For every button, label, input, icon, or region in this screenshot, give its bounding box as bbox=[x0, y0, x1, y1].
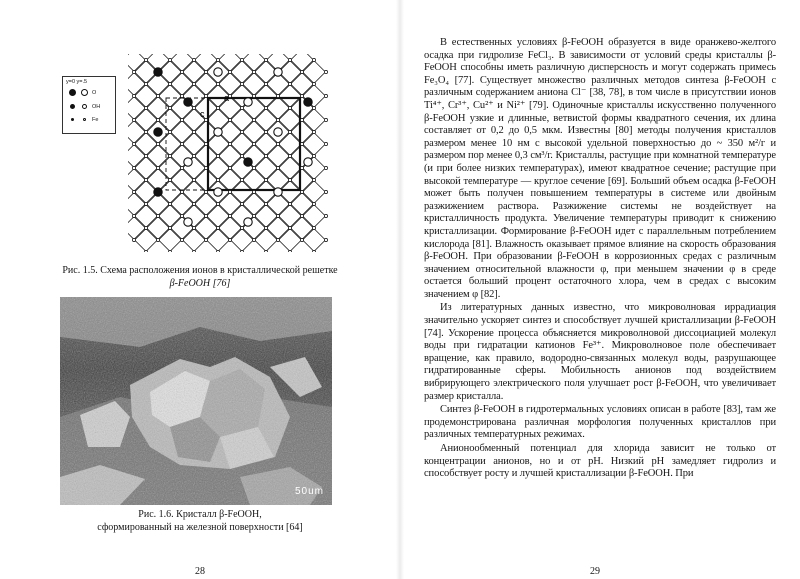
oxygen-ion bbox=[144, 178, 147, 181]
oxygen-ion bbox=[216, 154, 219, 157]
legend-marker-medium-open bbox=[82, 104, 87, 109]
octahedron bbox=[183, 61, 206, 84]
oxygen-ion bbox=[264, 130, 267, 133]
octahedron bbox=[135, 205, 158, 228]
oxygen-ion bbox=[276, 238, 279, 241]
oxygen-ion bbox=[192, 82, 195, 85]
chloride-ion-filled bbox=[154, 128, 162, 136]
octahedron bbox=[255, 229, 278, 252]
legend-marker-small-open bbox=[83, 118, 86, 121]
oxygen-ion bbox=[312, 250, 315, 252]
legend-marker-large-filled bbox=[69, 89, 76, 96]
octahedron bbox=[303, 205, 326, 228]
octahedron bbox=[303, 61, 326, 84]
figure-legend bbox=[62, 76, 116, 134]
octahedron bbox=[195, 169, 218, 192]
oxygen-ion bbox=[228, 142, 231, 145]
octahedron bbox=[255, 205, 278, 228]
figure-1-5-caption-line1: Рис. 1.5. Схема расположения ионов в кристаллической решетке bbox=[62, 265, 338, 276]
crystal-micrograph bbox=[60, 297, 332, 505]
oxygen-ion bbox=[228, 70, 231, 73]
oxygen-ion bbox=[228, 190, 231, 193]
octahedron bbox=[183, 229, 206, 252]
octahedron bbox=[135, 157, 158, 180]
octahedron bbox=[255, 109, 278, 132]
chloride-ion-filled bbox=[304, 98, 312, 106]
oxygen-ion bbox=[264, 202, 267, 205]
octahedron bbox=[183, 181, 206, 204]
oxygen-ion bbox=[288, 250, 291, 252]
oxygen-ion bbox=[180, 166, 183, 169]
oxygen-ion bbox=[132, 142, 135, 145]
oxygen-ion bbox=[180, 214, 183, 217]
octahedron bbox=[291, 54, 314, 71]
oxygen-ion bbox=[156, 238, 159, 241]
oxygen-ion bbox=[288, 58, 291, 61]
chloride-ion-open bbox=[214, 68, 222, 76]
chloride-ion-open bbox=[274, 128, 282, 136]
octahedron bbox=[128, 169, 145, 192]
oxygen-ion bbox=[156, 94, 159, 97]
oxygen-ion bbox=[324, 70, 327, 73]
oxygen-ion bbox=[132, 166, 135, 169]
paragraph: Синтез β-FeOOH в гидротермальных условиях описан в работе [83], там же продемонстрирована различная морфология полученных кристаллов при различных температурных режимах. bbox=[424, 404, 776, 441]
oxygen-ion bbox=[264, 58, 267, 61]
oxygen-ion bbox=[240, 58, 243, 61]
octahedron bbox=[195, 217, 218, 240]
octahedron bbox=[135, 229, 158, 252]
octahedron bbox=[291, 193, 314, 216]
octahedron bbox=[279, 157, 302, 180]
octahedron bbox=[195, 97, 218, 120]
paragraph: Из литературных данных известно, что микроволновая иррадиация значительно ускоряет синтез и способствует лучшей кристаллизации β-FeOOH [74]. Ускорение процесса объясняется микроволновой диссоциацией молекул воды при гидратации катионов Fe³⁺. Микроволновое поле обеспечивает вращение, как правило, водородно-связанных молекул воды, разрушающее гидратированные сферы. Мобильность анионов под воздействием вибрирующего электрического поля улучшает рост β-FeOOH, что увеличивает размер кристалла. bbox=[424, 302, 776, 402]
oxygen-ion bbox=[312, 106, 315, 109]
octahedron bbox=[243, 169, 266, 192]
octahedron bbox=[267, 97, 290, 120]
oxygen-ion bbox=[228, 166, 231, 169]
oxygen-ion bbox=[252, 214, 255, 217]
octahedron bbox=[231, 133, 254, 156]
oxygen-ion bbox=[312, 226, 315, 229]
octahedron bbox=[207, 229, 230, 252]
octahedron bbox=[183, 133, 206, 156]
octahedron bbox=[128, 97, 145, 120]
chloride-ion-open bbox=[214, 188, 222, 196]
oxygen-ion bbox=[132, 70, 135, 73]
body-text bbox=[424, 37, 776, 482]
chloride-ion-open bbox=[184, 158, 192, 166]
oxygen-ion bbox=[240, 130, 243, 133]
oxygen-ion bbox=[240, 226, 243, 229]
octahedron bbox=[303, 181, 326, 204]
octahedron bbox=[128, 193, 145, 216]
legend-label-fe: Fe bbox=[92, 117, 99, 123]
axis-a-label: a bbox=[224, 93, 230, 103]
octahedron bbox=[231, 229, 254, 252]
octahedron bbox=[243, 73, 266, 96]
oxygen-ion bbox=[264, 154, 267, 157]
octahedron bbox=[135, 109, 158, 132]
octahedron bbox=[135, 133, 158, 156]
oxygen-ion bbox=[288, 154, 291, 157]
octahedron bbox=[207, 205, 230, 228]
chloride-ion-filled bbox=[244, 158, 252, 166]
oxygen-ion bbox=[228, 214, 231, 217]
oxygen-ion bbox=[204, 70, 207, 73]
chloride-ion-open bbox=[244, 218, 252, 226]
oxygen-ion bbox=[324, 166, 327, 169]
octahedron bbox=[128, 121, 145, 144]
octahedron bbox=[279, 109, 302, 132]
oxygen-ion bbox=[216, 226, 219, 229]
octahedron bbox=[159, 109, 182, 132]
oxygen-ion bbox=[180, 70, 183, 73]
oxygen-ion bbox=[180, 94, 183, 97]
octahedron bbox=[255, 133, 278, 156]
oxygen-ion bbox=[192, 202, 195, 205]
oxygen-ion bbox=[228, 238, 231, 241]
oxygen-ion bbox=[168, 250, 171, 252]
oxygen-ion bbox=[312, 178, 315, 181]
oxygen-ion bbox=[252, 190, 255, 193]
octahedron bbox=[171, 121, 194, 144]
octahedron bbox=[195, 145, 218, 168]
oxygen-ion bbox=[264, 106, 267, 109]
oxygen-ion bbox=[276, 118, 279, 121]
oxygen-ion bbox=[216, 106, 219, 109]
octahedron bbox=[128, 73, 145, 96]
oxygen-ion bbox=[240, 106, 243, 109]
octahedron bbox=[243, 193, 266, 216]
oxygen-ion bbox=[168, 130, 171, 133]
octahedron bbox=[219, 193, 242, 216]
oxygen-ion bbox=[168, 226, 171, 229]
octahedron bbox=[195, 73, 218, 96]
oxygen-ion bbox=[204, 166, 207, 169]
octahedron bbox=[291, 217, 314, 240]
oxygen-ion bbox=[300, 70, 303, 73]
chloride-ion-open bbox=[304, 158, 312, 166]
oxygen-ion bbox=[324, 214, 327, 217]
legend-marker-large-open bbox=[81, 89, 88, 96]
octahedron bbox=[147, 217, 170, 240]
oxygen-ion bbox=[264, 250, 267, 252]
octahedron bbox=[128, 217, 145, 240]
oxygen-ion bbox=[312, 130, 315, 133]
oxygen-ion bbox=[288, 130, 291, 133]
oxygen-ion bbox=[300, 214, 303, 217]
oxygen-ion bbox=[324, 142, 327, 145]
oxygen-ion bbox=[192, 106, 195, 109]
oxygen-ion bbox=[132, 238, 135, 241]
oxygen-ion bbox=[324, 94, 327, 97]
octahedron bbox=[231, 109, 254, 132]
oxygen-ion bbox=[180, 238, 183, 241]
oxygen-ion bbox=[300, 190, 303, 193]
oxygen-ion bbox=[192, 154, 195, 157]
oxygen-ion bbox=[192, 130, 195, 133]
octahedron bbox=[231, 181, 254, 204]
chloride-ion-filled bbox=[154, 68, 162, 76]
octahedron bbox=[279, 205, 302, 228]
axis-c-label: c bbox=[200, 109, 205, 119]
oxygen-ion bbox=[144, 154, 147, 157]
octahedron bbox=[128, 145, 145, 168]
oxygen-ion bbox=[300, 238, 303, 241]
oxygen-ion bbox=[168, 178, 171, 181]
chloride-ion-open bbox=[244, 98, 252, 106]
oxygen-ion bbox=[288, 202, 291, 205]
oxygen-ion bbox=[264, 82, 267, 85]
oxygen-ion bbox=[288, 178, 291, 181]
oxygen-ion bbox=[312, 82, 315, 85]
oxygen-ion bbox=[204, 142, 207, 145]
oxygen-ion bbox=[192, 178, 195, 181]
octahedron bbox=[195, 193, 218, 216]
micrograph-image bbox=[60, 297, 332, 505]
oxygen-ion bbox=[180, 118, 183, 121]
octahedron bbox=[171, 169, 194, 192]
octahedron bbox=[303, 109, 326, 132]
oxygen-ion bbox=[180, 142, 183, 145]
octahedron bbox=[303, 133, 326, 156]
oxygen-ion bbox=[324, 118, 327, 121]
oxygen-ion bbox=[144, 130, 147, 133]
octahedron bbox=[195, 54, 218, 71]
oxygen-ion bbox=[216, 178, 219, 181]
figure-1-5-caption-line2: β-FeOOH [76] bbox=[169, 278, 231, 289]
octahedron bbox=[159, 85, 182, 108]
oxygen-ion bbox=[144, 250, 147, 252]
oxygen-ion bbox=[288, 82, 291, 85]
chloride-ion-open bbox=[274, 68, 282, 76]
oxygen-ion bbox=[168, 154, 171, 157]
oxygen-ion bbox=[288, 226, 291, 229]
paragraph: Анионообменный потенциал для хлорида зависит не только от концентрации анионов, но и от pH. Низкий pH замедляет гидролиз и способствует росту и лучшей кристаллизации β-FeOOH. При bbox=[424, 443, 776, 480]
oxygen-ion bbox=[216, 202, 219, 205]
octahedron bbox=[291, 121, 314, 144]
oxygen-ion bbox=[252, 94, 255, 97]
oxygen-ion bbox=[132, 190, 135, 193]
octahedron bbox=[255, 85, 278, 108]
oxygen-ion bbox=[252, 166, 255, 169]
lattice-ions bbox=[132, 58, 327, 252]
oxygen-ion bbox=[156, 142, 159, 145]
oxygen-ion bbox=[300, 118, 303, 121]
lattice-octahedra bbox=[128, 54, 325, 251]
oxygen-ion bbox=[204, 94, 207, 97]
page-number-right: 29 bbox=[590, 566, 600, 577]
oxygen-ion bbox=[300, 166, 303, 169]
oxygen-ion bbox=[228, 118, 231, 121]
octahedron bbox=[279, 85, 302, 108]
figure-1-6-caption bbox=[40, 508, 360, 534]
octahedron bbox=[231, 61, 254, 84]
oxygen-ion bbox=[168, 106, 171, 109]
oxygen-ion bbox=[276, 214, 279, 217]
oxygen-ion bbox=[276, 166, 279, 169]
octahedron bbox=[267, 217, 290, 240]
oxygen-ion bbox=[312, 202, 315, 205]
oxygen-ion bbox=[240, 178, 243, 181]
octahedron bbox=[171, 73, 194, 96]
oxygen-ion bbox=[216, 82, 219, 85]
scale-bar-label: 50um bbox=[294, 486, 324, 497]
chloride-ion-open bbox=[214, 128, 222, 136]
oxygen-ion bbox=[204, 118, 207, 121]
oxygen-ion bbox=[240, 82, 243, 85]
octahedron bbox=[207, 157, 230, 180]
figure-1-6-caption-line1: Рис. 1.6. Кристалл β-FeOOH, bbox=[138, 509, 262, 520]
oxygen-ion bbox=[204, 190, 207, 193]
figure-1-5-caption bbox=[40, 264, 360, 290]
octahedron bbox=[219, 217, 242, 240]
oxygen-ion bbox=[252, 142, 255, 145]
oxygen-ion bbox=[312, 154, 315, 157]
oxygen-ion bbox=[132, 94, 135, 97]
oxygen-ion bbox=[192, 250, 195, 252]
oxygen-ion bbox=[216, 250, 219, 252]
oxygen-ion bbox=[240, 154, 243, 157]
legend-label-o: O bbox=[92, 90, 97, 96]
chloride-ion-filled bbox=[154, 188, 162, 196]
oxygen-ion bbox=[324, 238, 327, 241]
oxygen-ion bbox=[252, 70, 255, 73]
oxygen-ion bbox=[264, 178, 267, 181]
paragraph: В естественных условиях β-FeOOH образуется в виде оранжево-желтого осадка при гидролизе FeCl₃. В зависимости от условий среды кристаллы β-FeOOH способны иметь различную дисперсность и могут содержать примесь Fe₃O₄ [77]. Существует множество различных методов синтеза β-FeOOH с различным содержанием аниона Cl⁻ [38, 78], в том числе в присутствии ионов Ti⁴⁺, Cr³⁺, Cu²⁺ и Ni²⁺ [79]. Одиночные кристаллы искусственно полученного β-FeOOH узкие и длинные, ветвистой формы квадратного сечения, их длина составляет от 0,2 до 0,5 мкм. Известны [80] методы получения кристаллов размером менее 10 нм с высокой удельной поверхностью до ~ 350 м²/г и размером пор менее 0,3 см³/г. Кристаллы, растущие при комнатной температуре (и при более низких температурах), имеют квадратное сечение; растущие при высокой температуре — круглое сечение [69]. Больший объем осадка β-FeOOH может быть получен повышением температуры в системе или двойным разжижением раствора. Разжижение системы не воздействует на кристалличность продукта. Увеличение температуры приводит к снижению кристаллизации. Формирование β-FeOOH идет с параллельным потреблением кислорода [81]. Влажность оказывает прямое влияние на скорость образования β-FeOOH. При образовании β-FeOOH в коррозионных средах с различным значением относительной влажности φ, при меньшем значении φ в среде остается больший процент остаточного хлора, чем в средах с высоким значением φ [82]. bbox=[424, 37, 776, 300]
octahedron bbox=[243, 54, 266, 71]
oxygen-ion bbox=[168, 202, 171, 205]
legend-label-oh: OH bbox=[92, 104, 101, 110]
right-page bbox=[400, 0, 800, 579]
legend-marker-small-filled bbox=[71, 118, 74, 121]
oxygen-ion bbox=[264, 226, 267, 229]
octahedron bbox=[135, 85, 158, 108]
oxygen-ion bbox=[300, 142, 303, 145]
oxygen-ion bbox=[240, 202, 243, 205]
oxygen-ion bbox=[156, 214, 159, 217]
page-number-left: 28 bbox=[195, 566, 205, 577]
oxygen-ion bbox=[144, 226, 147, 229]
oxygen-ion bbox=[312, 58, 315, 61]
oxygen-ion bbox=[276, 94, 279, 97]
oxygen-ion bbox=[276, 142, 279, 145]
octahedron bbox=[159, 205, 182, 228]
legend-header: y=0 y=.5 bbox=[66, 79, 88, 85]
octahedron bbox=[267, 145, 290, 168]
octahedron bbox=[128, 54, 145, 71]
oxygen-ion bbox=[252, 238, 255, 241]
oxygen-ion bbox=[216, 58, 219, 61]
oxygen-ion bbox=[144, 58, 147, 61]
chloride-ion-filled bbox=[184, 98, 192, 106]
oxygen-ion bbox=[192, 58, 195, 61]
chloride-ion-open bbox=[274, 188, 282, 196]
oxygen-ion bbox=[144, 202, 147, 205]
oxygen-ion bbox=[180, 190, 183, 193]
oxygen-ion bbox=[192, 226, 195, 229]
crystal-lattice-diagram bbox=[128, 54, 328, 252]
figure-1-6-caption-line2: сформированный на железной поверхности [64] bbox=[97, 522, 303, 533]
oxygen-ion bbox=[252, 118, 255, 121]
oxygen-ion bbox=[204, 214, 207, 217]
octahedron bbox=[291, 169, 314, 192]
oxygen-ion bbox=[144, 106, 147, 109]
oxygen-ion bbox=[288, 106, 291, 109]
oxygen-ion bbox=[156, 166, 159, 169]
octahedron bbox=[255, 157, 278, 180]
octahedron bbox=[243, 121, 266, 144]
chloride-ion-open bbox=[184, 218, 192, 226]
octahedron bbox=[219, 145, 242, 168]
octahedron bbox=[171, 54, 194, 71]
octahedron bbox=[219, 169, 242, 192]
oxygen-ion bbox=[204, 238, 207, 241]
octahedron bbox=[303, 229, 326, 252]
oxygen-ion bbox=[144, 82, 147, 85]
oxygen-ion bbox=[132, 214, 135, 217]
oxygen-ion bbox=[240, 250, 243, 252]
octahedron bbox=[159, 157, 182, 180]
oxygen-ion bbox=[168, 82, 171, 85]
octahedron bbox=[219, 73, 242, 96]
oxygen-ion bbox=[168, 58, 171, 61]
octahedron bbox=[279, 133, 302, 156]
oxygen-ion bbox=[324, 190, 327, 193]
oxygen-ion bbox=[300, 94, 303, 97]
octahedron bbox=[219, 54, 242, 71]
octahedron bbox=[291, 73, 314, 96]
legend-marker-medium-filled bbox=[70, 104, 75, 109]
oxygen-ion bbox=[156, 118, 159, 121]
octahedron bbox=[279, 229, 302, 252]
oxygen-ion bbox=[132, 118, 135, 121]
octahedron bbox=[219, 97, 242, 120]
octahedron bbox=[171, 193, 194, 216]
octahedron bbox=[159, 229, 182, 252]
octahedron bbox=[159, 133, 182, 156]
